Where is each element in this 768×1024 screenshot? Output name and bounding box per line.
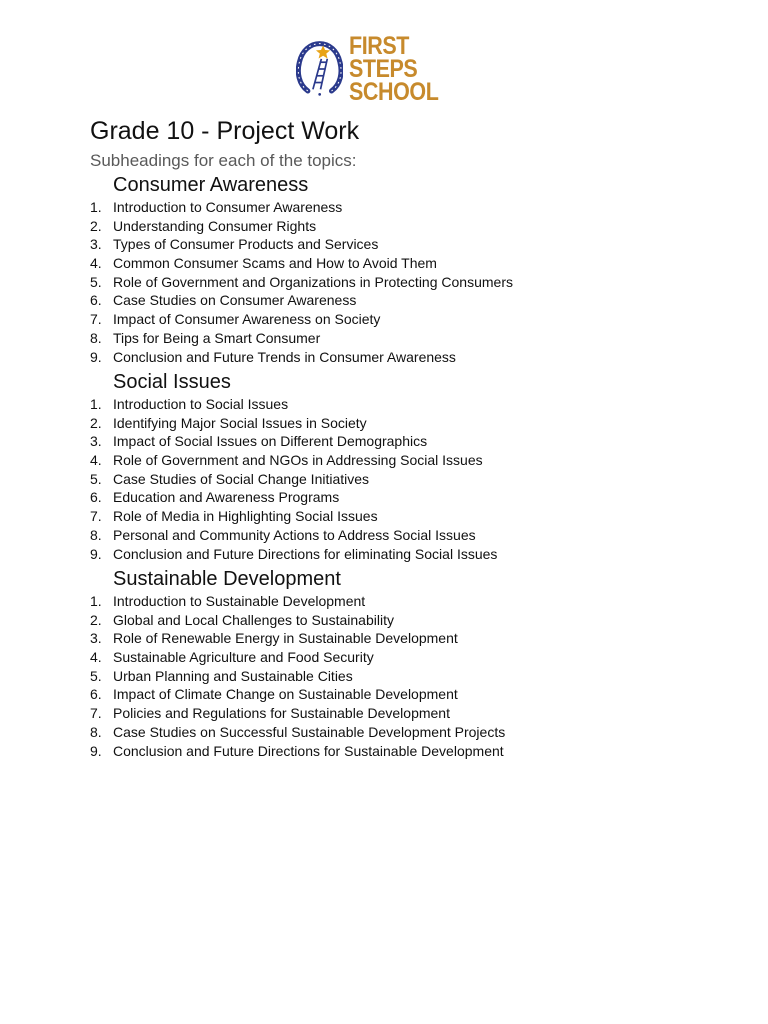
logo-line-1: FIRST STEPS (349, 31, 418, 83)
list-item (90, 723, 730, 742)
item-text: Conclusion and Future Directions for Sustainable Development (113, 742, 504, 759)
item-number: 7. (90, 311, 102, 328)
item-text: Introduction to Social Issues (113, 396, 289, 412)
item-text: Introduction to Sustainable Development (113, 593, 366, 609)
item-text: Impact of Climate Change on Sustainable Development (113, 686, 458, 703)
item-text: Case Studies on Consumer Awareness (113, 292, 357, 309)
item-number: 1. (90, 396, 102, 412)
item-number: 5. (90, 667, 102, 684)
item-text: Role of Media in Highlighting Social Issues (113, 508, 378, 525)
item-number: 2. (90, 611, 102, 628)
list-item (90, 704, 730, 723)
item-number: 6. (90, 292, 102, 309)
list-item (90, 348, 730, 367)
list-item (90, 329, 730, 348)
item-number: 4. (90, 255, 102, 272)
list-item (90, 451, 730, 470)
item-number: 3. (90, 433, 102, 450)
item-text: Case Studies on Successful Sustainable Development Projects (113, 723, 506, 740)
item-number: 1. (90, 199, 102, 215)
item-text: Identifying Major Social Issues in Society (113, 414, 367, 431)
logo-wordmark (349, 31, 462, 106)
item-number: 2. (90, 414, 102, 431)
list-item (90, 545, 730, 564)
item-text: Tips for Being a Smart Consumer (113, 329, 321, 346)
item-number: 8. (90, 723, 102, 740)
page-title: Grade 10 - Project Work (90, 117, 360, 145)
item-text: Types of Consumer Products and Services (113, 236, 379, 253)
list-item (90, 198, 730, 217)
item-number: 8. (90, 526, 102, 543)
item-text: Introduction to Consumer Awareness (113, 199, 343, 215)
section-heading: Social Issues (113, 371, 231, 393)
item-number: 8. (90, 329, 102, 346)
item-number: 4. (90, 649, 102, 666)
item-text: Impact of Consumer Awareness on Society (113, 311, 381, 328)
item-number: 3. (90, 236, 102, 253)
section-heading: Sustainable Development (113, 568, 341, 590)
item-text: Role of Government and NGOs in Addressing Social Issues (113, 452, 483, 469)
topic-list (90, 198, 730, 366)
item-text: Policies and Regulations for Sustainable Development (113, 705, 450, 722)
item-number: 3. (90, 630, 102, 647)
item-number: 6. (90, 489, 102, 506)
item-number: 2. (90, 217, 102, 234)
item-text: Personal and Community Actions to Address Social Issues (113, 526, 476, 543)
section-social-issues (90, 371, 730, 563)
list-item (90, 291, 730, 310)
logo-line-2: SCHOOL (349, 77, 439, 106)
list-item (90, 648, 730, 667)
list-item (90, 592, 730, 611)
item-text: Urban Planning and Sustainable Cities (113, 667, 353, 684)
list-item (90, 273, 730, 292)
item-number: 6. (90, 686, 102, 703)
topic-list (90, 592, 730, 760)
item-number: 1. (90, 593, 102, 609)
item-text: Understanding Consumer Rights (113, 217, 317, 234)
list-item (90, 488, 730, 507)
item-number: 7. (90, 705, 102, 722)
section-heading: Consumer Awareness (113, 174, 309, 196)
item-text: Global and Local Challenges to Sustainability (113, 611, 394, 628)
list-item (90, 432, 730, 451)
item-text: Education and Awareness Programs (113, 489, 340, 506)
list-item (90, 742, 730, 761)
item-text: Case Studies of Social Change Initiatives (113, 470, 370, 487)
item-number: 9. (90, 348, 102, 365)
item-text: Role of Government and Organizations in Protecting Consumers (113, 273, 513, 290)
item-number: 9. (90, 545, 102, 562)
school-logo (296, 31, 481, 106)
item-text: Role of Renewable Energy in Sustainable Development (113, 630, 458, 647)
list-item (90, 507, 730, 526)
list-item (90, 395, 730, 414)
list-item (90, 685, 730, 704)
item-text: Conclusion and Future Trends in Consumer Awareness (113, 348, 456, 365)
item-number: 4. (90, 452, 102, 469)
list-item (90, 254, 730, 273)
list-item (90, 526, 730, 545)
horseshoe-ladder-emblem-icon (296, 35, 343, 103)
item-text: Sustainable Agriculture and Food Security (113, 649, 374, 666)
item-number: 5. (90, 470, 102, 487)
item-number: 9. (90, 742, 102, 759)
item-text: Impact of Social Issues on Different Demographics (113, 433, 428, 450)
list-item (90, 414, 730, 433)
page-subtitle: Subheadings for each of the topics: (90, 151, 357, 170)
list-item (90, 217, 730, 236)
item-text: Common Consumer Scams and How to Avoid Them (113, 255, 437, 272)
list-item (90, 667, 730, 686)
item-number: 5. (90, 273, 102, 290)
section-sustainable-development (90, 568, 730, 760)
list-item (90, 470, 730, 489)
item-number: 7. (90, 508, 102, 525)
topic-list (90, 395, 730, 563)
list-item (90, 235, 730, 254)
list-item (90, 310, 730, 329)
item-text: Conclusion and Future Directions for eliminating Social Issues (113, 545, 498, 562)
section-consumer-awareness (90, 174, 730, 366)
list-item (90, 611, 730, 630)
list-item (90, 629, 730, 648)
